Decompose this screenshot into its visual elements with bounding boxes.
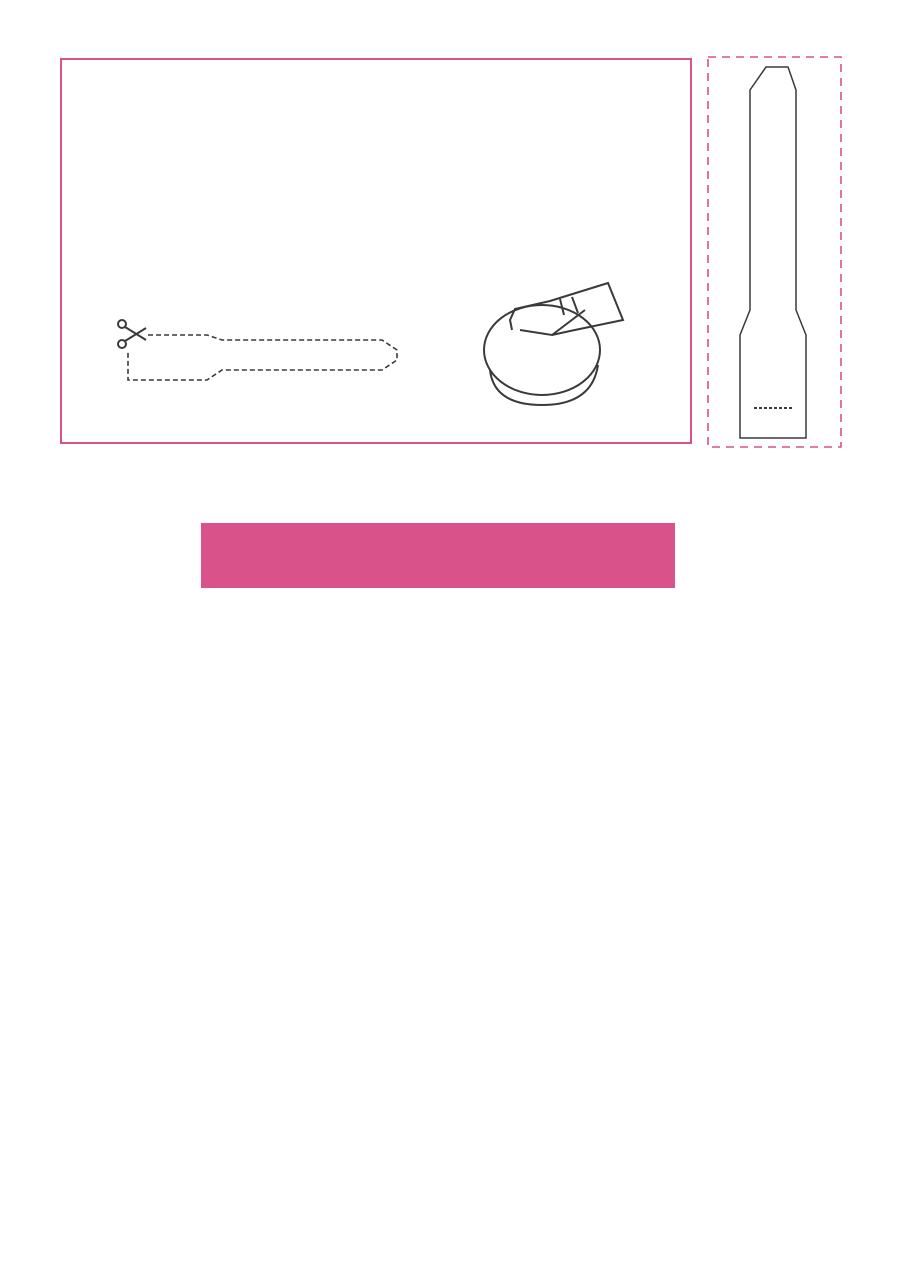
header-diameter (358, 523, 516, 588)
header-circumference (201, 523, 358, 588)
ring-measure-illustration (480, 265, 640, 410)
cut-here-mark (754, 405, 794, 411)
header-size (516, 523, 675, 588)
size-table (201, 523, 675, 590)
cut-strip-illustration (112, 310, 412, 390)
never-say-never-logo (305, 1148, 570, 1248)
instructions-box (60, 58, 692, 444)
scissors-icon (118, 320, 146, 348)
paper-ring-sizer (706, 55, 843, 450)
size-table-header (201, 523, 675, 588)
